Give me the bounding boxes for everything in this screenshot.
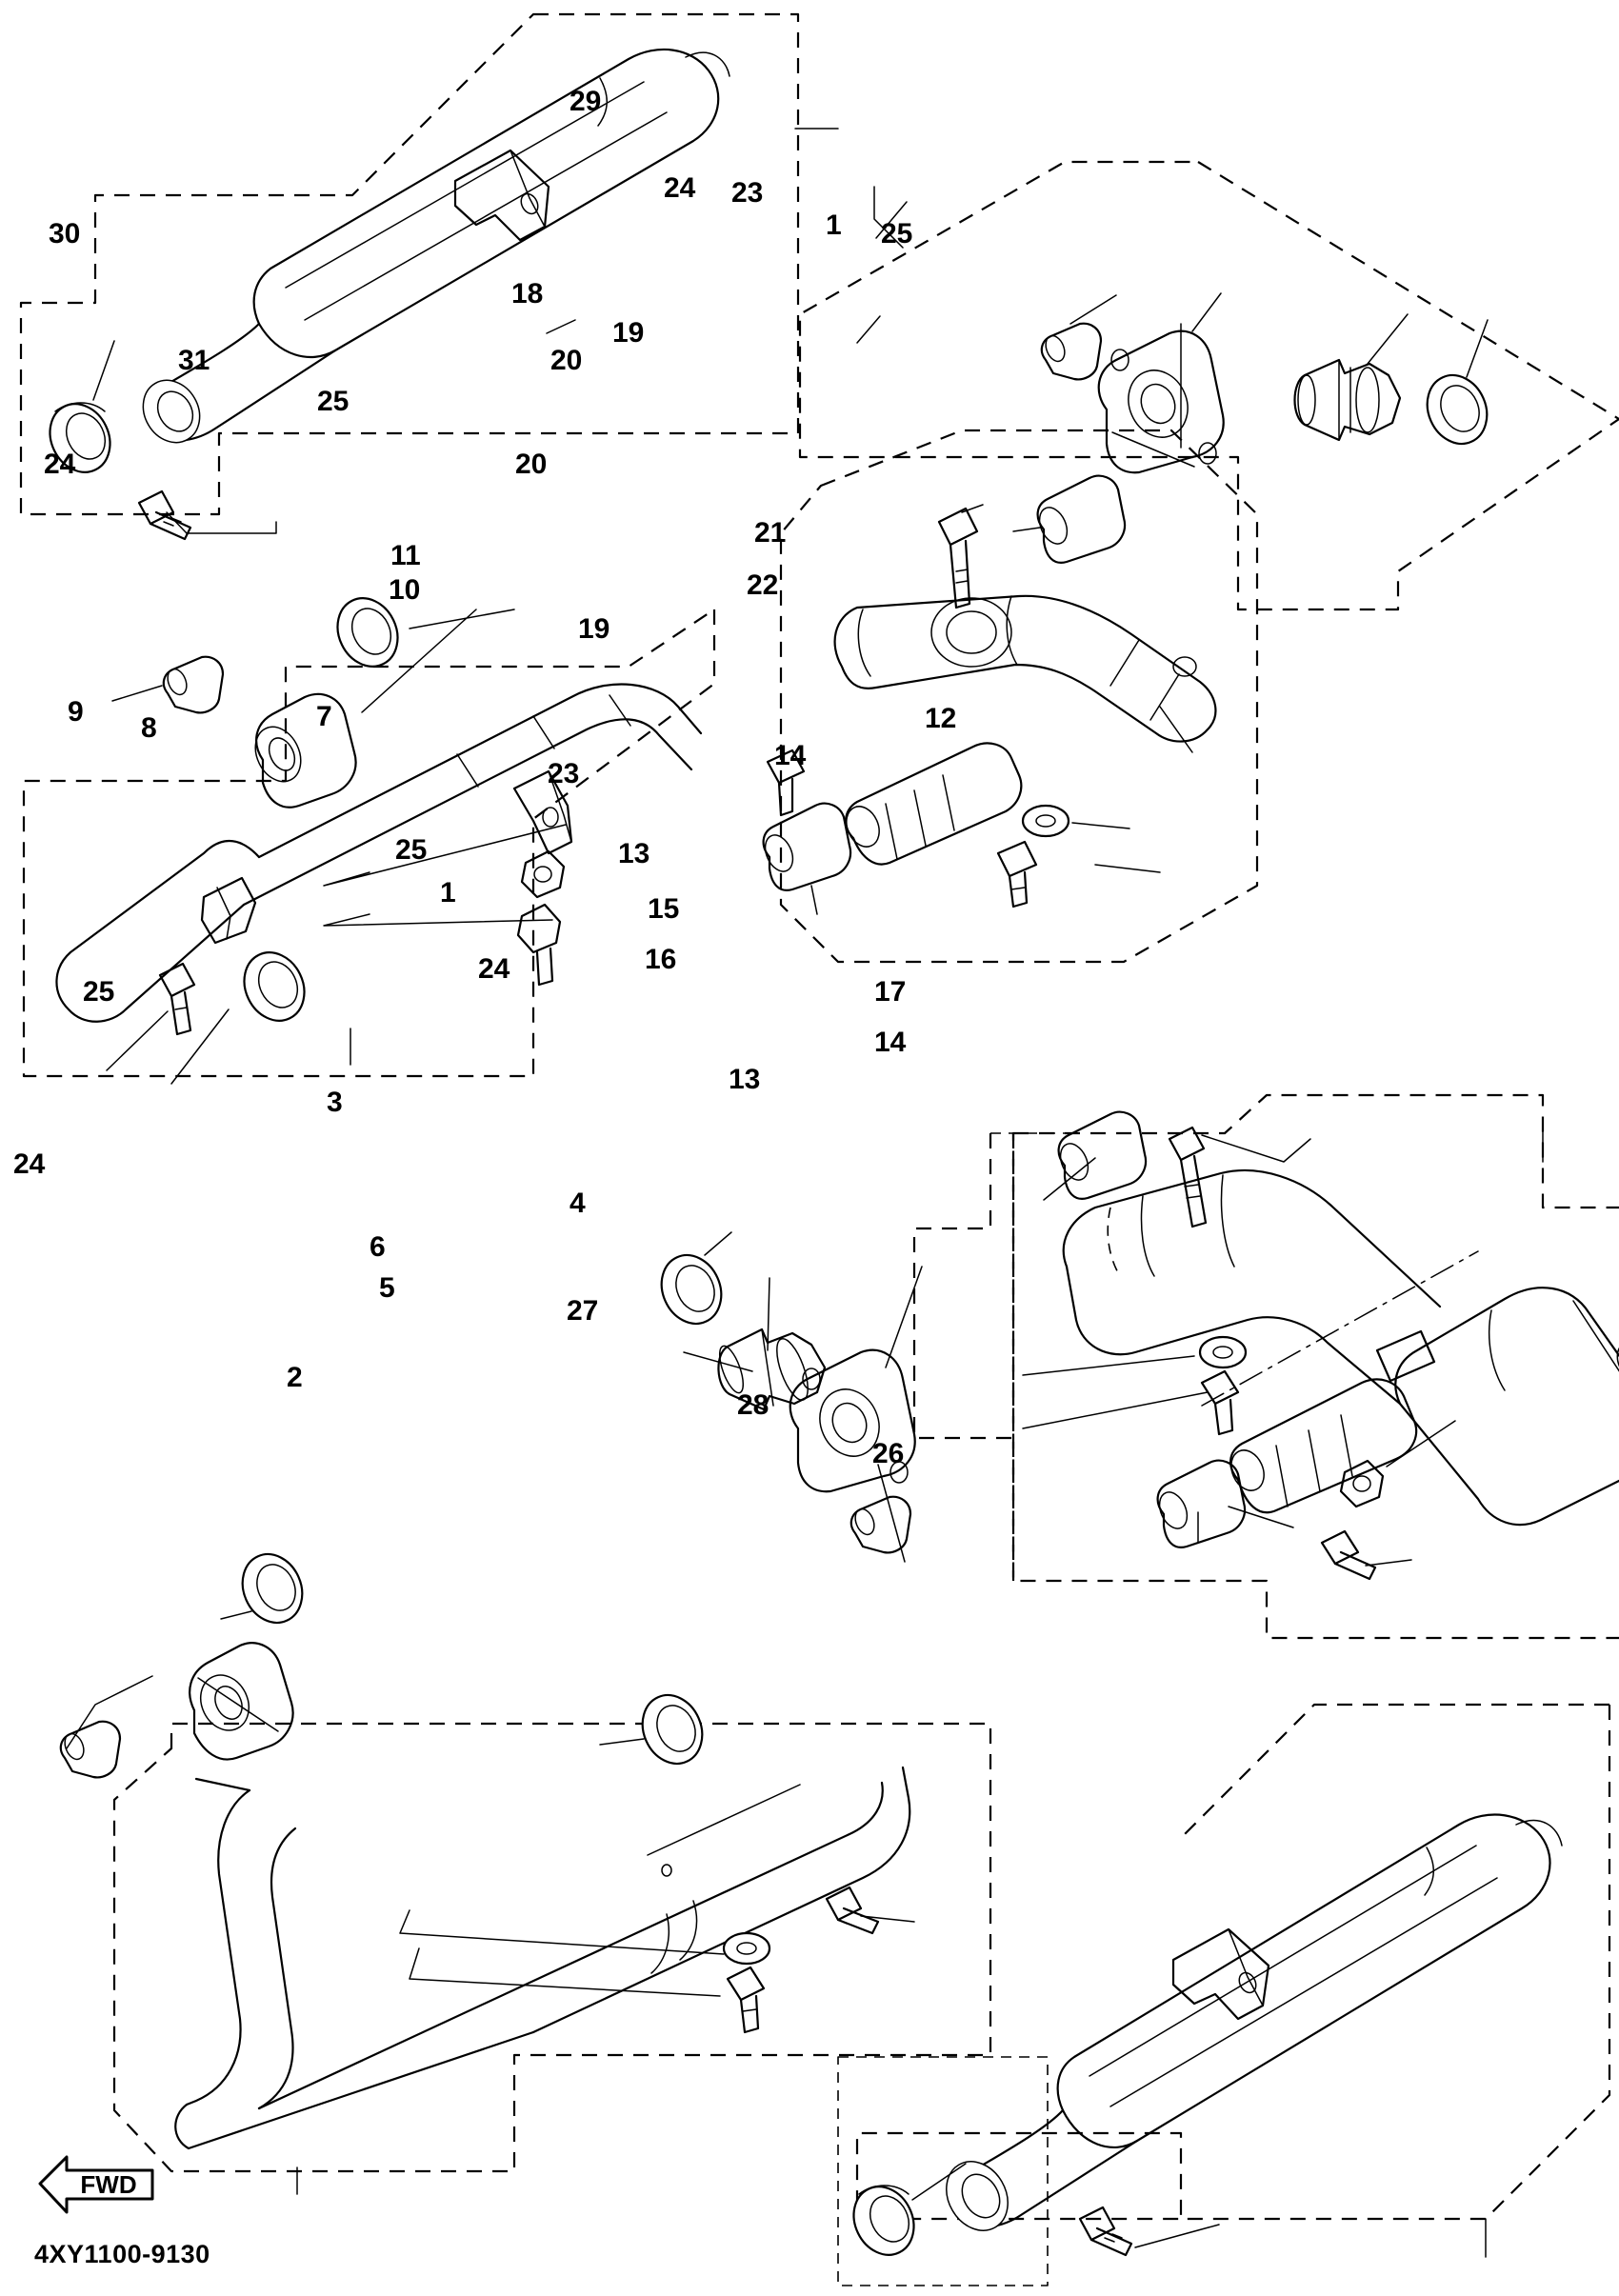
callout-6: 6 <box>370 1231 386 1263</box>
callout-12: 12 <box>925 703 957 734</box>
part-31 <box>139 491 190 539</box>
fwd-orientation-marker <box>34 2147 158 2219</box>
callout-27: 27 <box>567 1295 599 1327</box>
group-center-connector <box>651 1133 1069 1552</box>
callout-1: 1 <box>826 210 842 241</box>
callout-23: 23 <box>731 177 764 209</box>
callout-24: 24 <box>44 449 76 480</box>
callout-24: 24 <box>478 953 510 985</box>
callout-11: 11 <box>390 540 421 571</box>
callout-26: 26 <box>872 1438 905 1469</box>
callout-5: 5 <box>379 1272 395 1304</box>
group-7-pipe <box>56 589 701 1034</box>
callout-18: 18 <box>511 278 544 309</box>
callout-13: 13 <box>729 1064 761 1095</box>
part-27 <box>843 2177 925 2266</box>
callout-29: 29 <box>570 86 602 117</box>
callout-10: 10 <box>389 574 421 606</box>
group-2-enclosure <box>114 1724 990 2171</box>
callout-19: 19 <box>578 613 610 645</box>
part-23-upper <box>1099 331 1224 472</box>
callout-21: 21 <box>754 517 787 549</box>
callout-14: 14 <box>874 1027 907 1058</box>
group-12-pipe <box>1055 1112 1619 1579</box>
group-29-enclosure <box>21 14 798 514</box>
callout-25: 25 <box>881 218 913 250</box>
group-18-pipe <box>760 476 1215 907</box>
callout-23: 23 <box>548 758 580 789</box>
group-18-enclosure <box>781 430 1257 962</box>
group-26-muffler <box>843 1815 1562 2266</box>
callout-14: 14 <box>774 740 807 771</box>
callout-25: 25 <box>395 834 428 866</box>
callout-20: 20 <box>515 449 548 480</box>
callout-2: 2 <box>287 1362 303 1393</box>
callout-1: 1 <box>440 877 456 908</box>
group-upper-right-enclosure <box>800 162 1619 609</box>
part-24-upper <box>1042 324 1101 380</box>
callout-22: 22 <box>747 569 779 601</box>
callout-13: 13 <box>618 838 650 869</box>
callout-8: 8 <box>141 712 157 744</box>
callout-19: 19 <box>612 317 645 349</box>
callout-16: 16 <box>645 944 677 975</box>
callout-25: 25 <box>83 976 115 1008</box>
callout-28: 28 <box>737 1389 770 1421</box>
callout-9: 9 <box>68 696 84 728</box>
callout-4: 4 <box>570 1188 586 1219</box>
group-2-pipe <box>61 1545 909 2148</box>
part-25-upper <box>1417 366 1498 453</box>
callout-15: 15 <box>648 893 680 925</box>
part-1-upper <box>1295 360 1401 440</box>
svg-text:FWD: FWD <box>80 2170 137 2199</box>
callout-7: 7 <box>316 701 332 732</box>
callout-3: 3 <box>327 1087 343 1118</box>
callout-24: 24 <box>664 172 696 204</box>
callout-20: 20 <box>550 345 583 376</box>
callout-17: 17 <box>874 976 907 1008</box>
callout-31: 31 <box>178 345 210 376</box>
diagram-part-number: 4XY1100-9130 <box>34 2240 210 2268</box>
part-28 <box>1080 2207 1131 2255</box>
group-29-muffler <box>39 50 838 539</box>
callout-24: 24 <box>13 1148 46 1180</box>
group-7-enclosure <box>24 609 714 1076</box>
callout-30: 30 <box>49 218 81 250</box>
callout-25: 25 <box>317 386 350 417</box>
